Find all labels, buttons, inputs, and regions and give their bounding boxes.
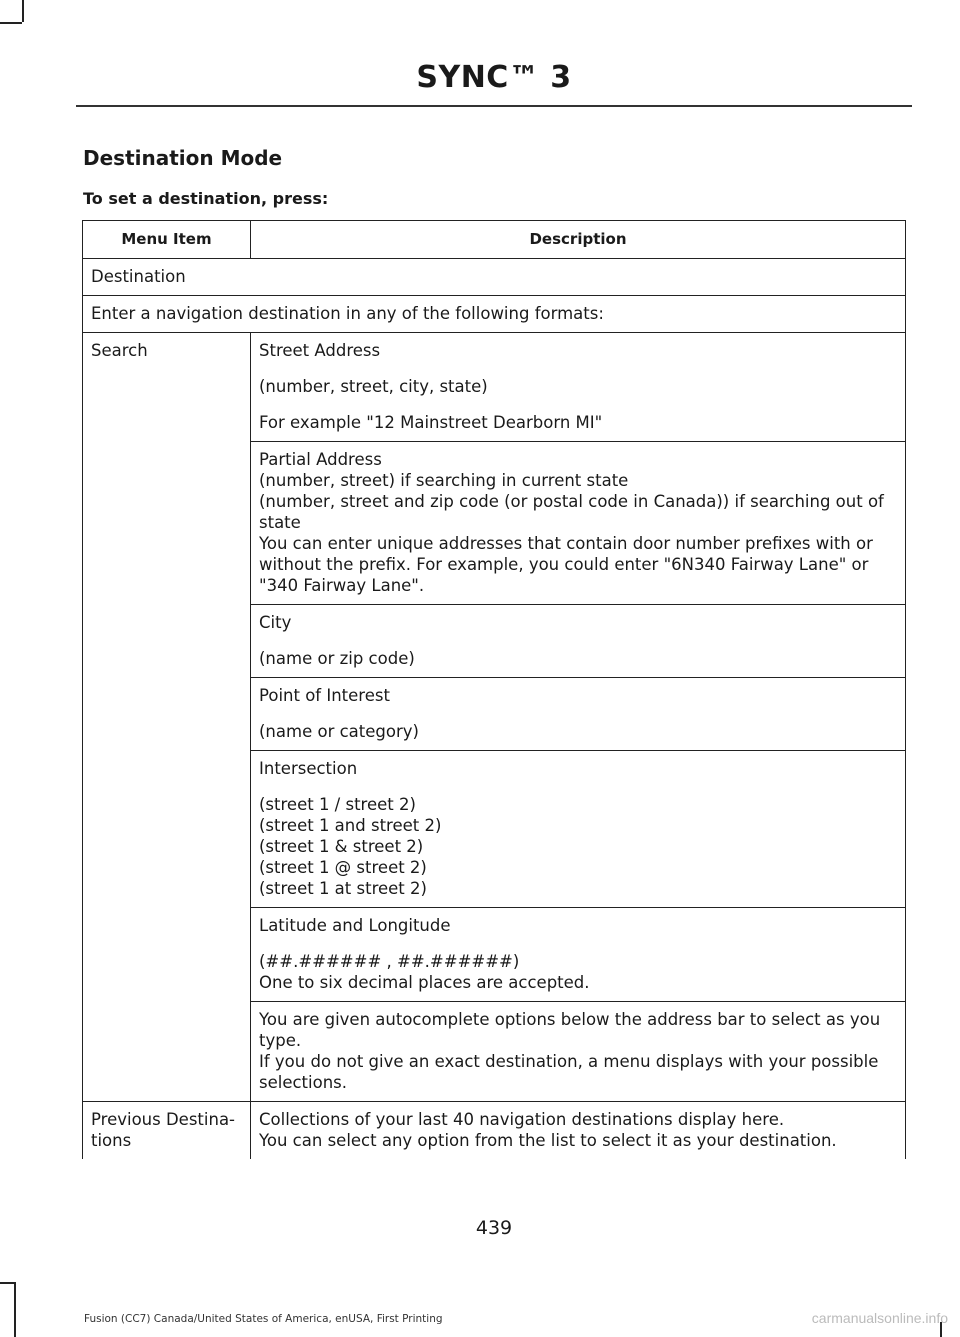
desc-line: Partial Address [259,450,382,469]
column-header-menu-item: Menu Item [83,221,251,259]
desc-line: (name or zip code) [259,649,415,668]
desc-line: (##.###### , ##.######) [259,952,520,971]
desc-line: (street 1 @ street 2) [259,858,427,877]
column-header-description: Description [251,221,906,259]
page-header-title: SYNC™ 3 [416,60,572,95]
desc-street-address [251,333,906,442]
desc-line: (number, street and zip code (or postal code in Canada)) if searching out of state [259,492,884,532]
desc-line: (street 1 & street 2) [259,837,424,856]
section-title: Destination Mode [83,146,283,170]
desc-city [251,605,906,678]
desc-line: (street 1 / street 2) [259,795,416,814]
desc-line: (street 1 at street 2) [259,879,427,898]
desc-line: (number, street, city, state) [259,377,488,396]
watermark: carmanualsonline.info [811,1310,948,1326]
table-row [83,333,906,442]
row-enter-destination: Enter a navigation destination in any of the following formats: [83,296,906,333]
desc-point-of-interest [251,678,906,751]
table-header-row [83,221,906,259]
desc-autocomplete [251,1002,906,1102]
desc-line: Latitude and Longitude [259,916,451,935]
row-destination: Destination [83,259,906,296]
desc-line: (name or category) [259,722,419,741]
table-row [83,1102,906,1160]
desc-line: City [259,613,292,632]
footer-text: Fusion (CC7) Canada/United States of America, enUSA, First Printing [84,1313,443,1325]
crop-mark [0,22,22,24]
desc-line: Intersection [259,759,358,778]
table-row [83,296,906,333]
desc-previous-destinations [251,1102,906,1160]
page-number: 439 [475,1217,513,1239]
desc-latitude-longitude [251,908,906,1002]
crop-mark [22,0,24,22]
desc-line: (number, street) if searching in current state [259,471,629,490]
menu-item-search: Search [83,333,251,1102]
table-row [83,259,906,296]
desc-line: You can select any option from the list to select it as your destination. [259,1131,837,1150]
desc-line: You can enter unique addresses that contain door number prefixes with or without the prefix. For example, you could enter "6N340 Fairway Lane" or "340 Fairway Lane". [259,534,873,595]
desc-line: Collections of your last 40 navigation destinations display here. [259,1110,785,1129]
desc-partial-address [251,442,906,605]
desc-line: One to six decimal places are accepted. [259,973,590,992]
header-divider [76,105,912,107]
desc-intersection [251,751,906,908]
desc-line: (street 1 and street 2) [259,816,442,835]
destination-table [82,220,905,1159]
desc-line: You are given autocomplete options below the address bar to select as you type. [259,1010,881,1050]
desc-line: Street Address [259,341,381,360]
crop-mark [14,1282,16,1337]
desc-line: If you do not give an exact destination, a menu displays with your possible selections. [259,1052,879,1092]
intro-text: To set a destination, press: [83,189,329,208]
crop-mark [0,1282,16,1284]
desc-line: Point of Interest [259,686,390,705]
desc-line: For example "12 Mainstreet Dearborn MI" [259,413,603,432]
menu-item-previous-destinations: Previous Destina-tions [83,1102,251,1160]
